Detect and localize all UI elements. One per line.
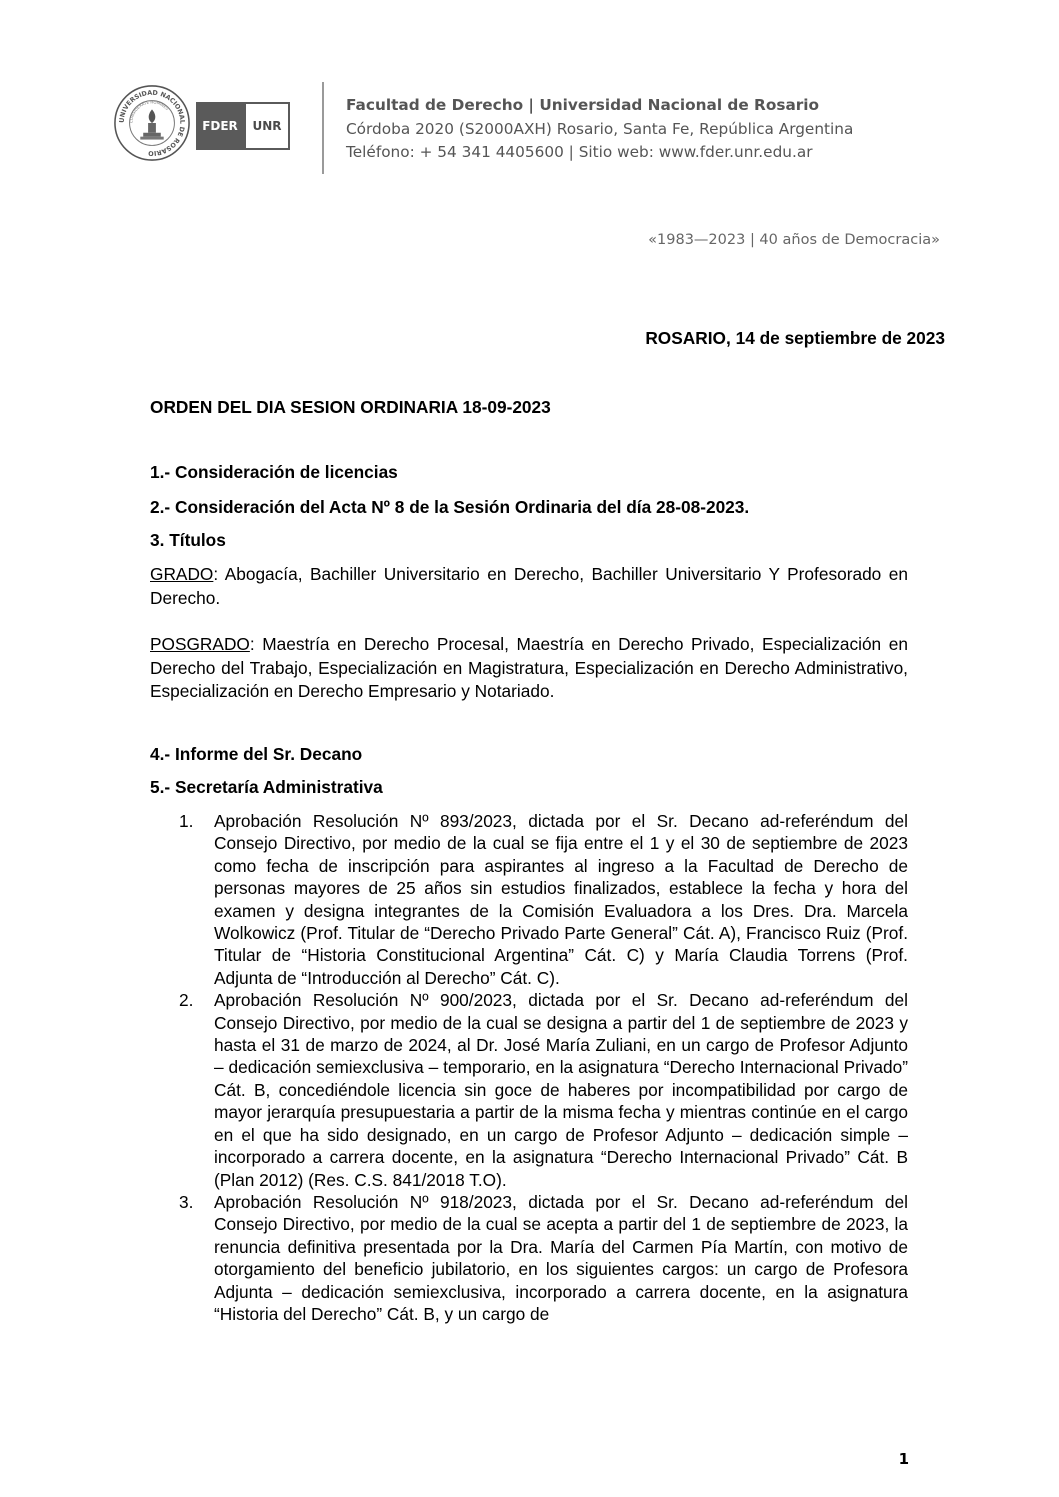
list-item-number: 2. (179, 990, 194, 1011)
header-divider (322, 82, 324, 174)
list-item-text: Aprobación Resolución Nº 900/2023, dictada por el Sr. Decano ad-referéndum del Consejo Directivo, por medio de la cual se designa a partir del 1 de septiembre de 2023 y hasta el 31 de marzo de 2024, al Dr. José María Zuliani, en un cargo de Profesor Adjunto – dedicación semiexclusiva – temporario, en la asignatura “Derecho Internacional Privado” Cát. B, concediéndole licencia sin goce de haberes por incompatibilidad por cargo de mayor jerarquía presupuestaria a partir de la misma fecha y mientras continúe en el cargo en el que ha sido designado, en un cargo de Profesor Adjunto – dedicación simple – incorporado a carrera docente, en la asignatura “Derecho Internacional Privado” Cát. B (Plan 2012) (Res. C.S. 841/2018 T.O). (214, 990, 908, 1190)
posgrado-paragraph (150, 633, 908, 704)
list-item-text: Aprobación Resolución Nº 918/2023, dictada por el Sr. Decano ad-referéndum del Consejo Directivo, por medio de la cual se acepta a partir del 1 de septiembre de 2023, la renuncia definitiva presentada por la Dra. María del Carmen Pía Martín, con motivo de otorgamiento del beneficio jubilatorio, en los siguientes cargos: un cargo de Profesora Adjunta – dedicación semiexclusiva, incorporado a carrera docente, en la asignatura “Historia del Derecho” Cát. B, y un cargo de (214, 1191, 908, 1324)
unr-logo: UNR (244, 102, 290, 150)
institution-info (346, 94, 853, 165)
agenda-item-2: 2.- Consideración del Acta Nº 8 de la Sesión Ordinaria del día 28-08-2023. (150, 497, 750, 517)
list-item-number: 1. (179, 811, 194, 831)
list-item (150, 810, 908, 989)
seal-text: UNIVERSIDAD NACIONAL DE ROSARIO (117, 88, 187, 158)
institution-address: Córdoba 2020 (S2000AXH) Rosario, Santa Fe, República Argentina (346, 119, 854, 138)
list-item-text: Aprobación Resolución Nº 893/2023, dictada por el Sr. Decano ad-referéndum del Consejo Directivo, por medio de la cual se fija entre el 1 y el 30 de septiembre de 2023 como fecha de inscripción para aspirantes al ingreso a la Facultad de Derecho de personas mayores de 25 años sin estudios finalizados, establece la fecha y hora del examen y designa integrantes de la Comisión Evaluadora a los Dres. Dra. Marcela Wolkowicz (Prof. Titular de “Derecho Privado Parte General” Cát. A), Francisco Ruiz (Prof. Titular de “Historia Constitucional Argentina” Cát. C) y María Claudia Torrens (Prof. Adjunta de “Introducción al Derecho” Cát. C). (214, 811, 908, 988)
letterhead (0, 0, 1059, 270)
agenda-item-5: 5.- Secretaría Administrativa (150, 777, 383, 797)
resolutions-list (150, 810, 908, 1325)
document-date: ROSARIO, 14 de septiembre de 2023 (645, 328, 945, 348)
posgrado-text: : Maestría en Derecho Procesal, Maestría en Derecho Privado, Especialización en Derecho del Trabajo, Especialización en Magistratura, Especialización en Derecho Administrativo, Especialización en Derecho Empresario y Notariado. (150, 634, 908, 701)
grado-label: GRADO (150, 564, 214, 584)
list-item (150, 1191, 908, 1325)
grado-text: : Abogacía, Bachiller Universitario en Derecho, Bachiller Universitario Y Profesorado en Derecho. (150, 564, 908, 608)
university-seal-icon (113, 84, 191, 162)
agenda-item-3: 3. Títulos (150, 530, 226, 550)
agenda-item-1: 1.- Consideración de licencias (150, 462, 398, 482)
democracy-motto: «1983—2023 | 40 años de Democracia» (648, 232, 940, 248)
list-item-number: 3. (179, 1191, 194, 1212)
faculty-logo (196, 102, 290, 150)
posgrado-label: POSGRADO (150, 634, 250, 654)
fder-logo: FDER (196, 102, 244, 150)
institution-name: Facultad de Derecho | Universidad Nacional de Rosario (346, 96, 820, 114)
document-title: ORDEN DEL DIA SESION ORDINARIA 18-09-2023 (150, 397, 551, 417)
page-number: 1 (898, 1450, 909, 1468)
list-item (150, 989, 908, 1191)
grado-paragraph (150, 563, 908, 610)
seal-inner-text: CONSIDERATE HOMINES (128, 99, 170, 124)
institution-contact: Teléfono: + 54 341 4405600 | Sitio web: www.fder.unr.edu.ar (346, 143, 813, 161)
svg-text:UNIVERSIDAD NACIONAL DE ROSARI (118, 89, 187, 158)
agenda-item-4: 4.- Informe del Sr. Decano (150, 744, 363, 764)
